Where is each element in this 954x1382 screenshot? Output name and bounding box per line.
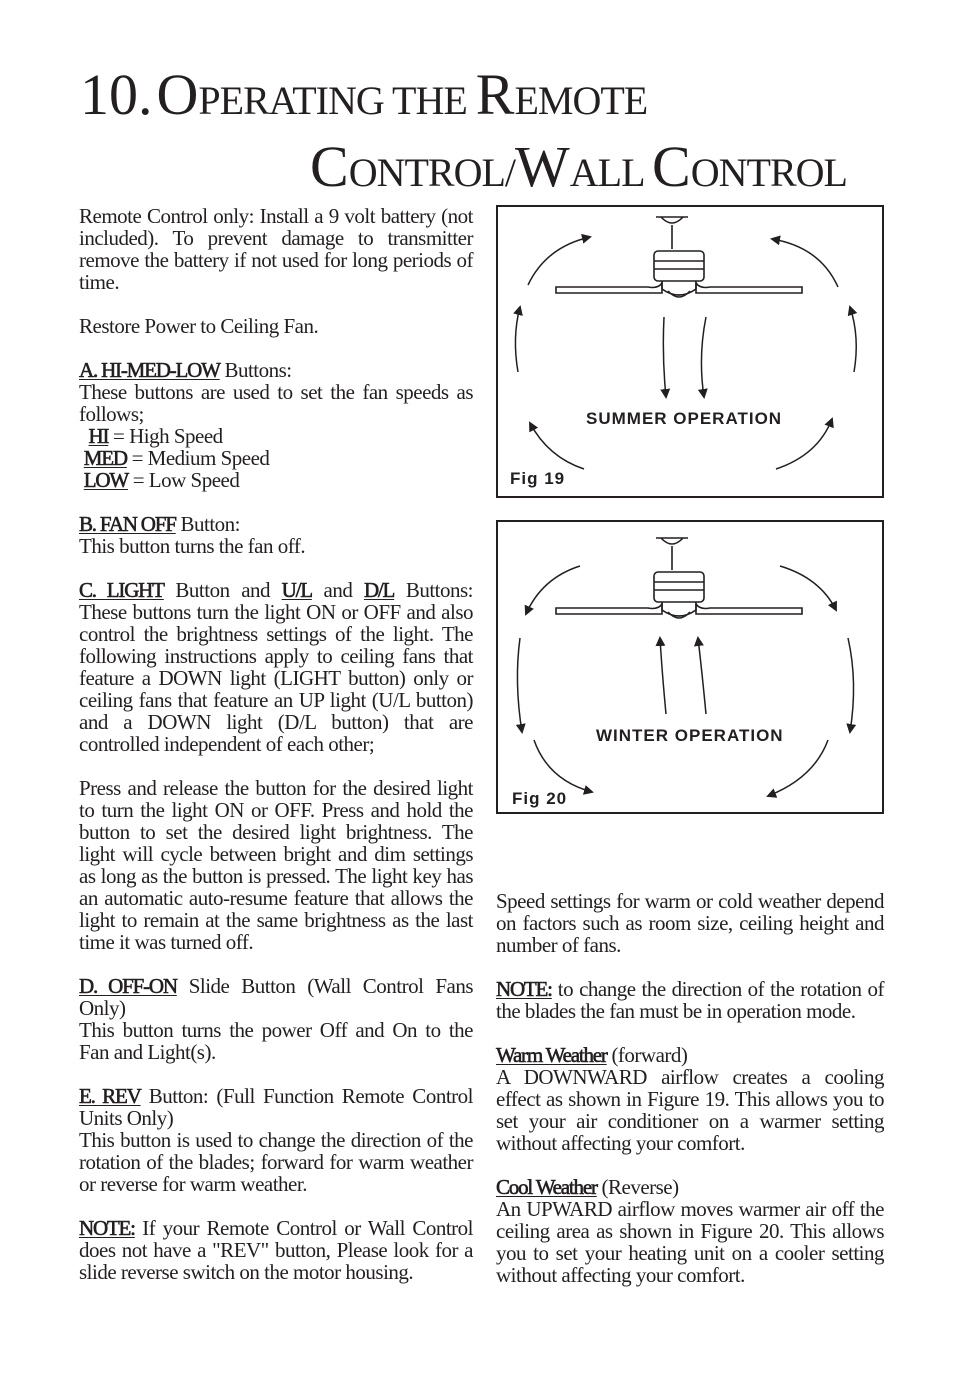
winter-caption: WINTER OPERATION bbox=[596, 726, 784, 745]
left-note: NOTE: If your Remote Control or Wall Control does not have a "REV" button, Please look for a slide reverse switch on the motor housing. bbox=[79, 1216, 473, 1284]
figure-19 bbox=[496, 205, 884, 498]
page-title-line1: 10. OPERATING THE REMOTE bbox=[80, 62, 648, 127]
left-note-heading: NOTE: bbox=[79, 1216, 135, 1240]
winter-fan-diagram bbox=[498, 522, 886, 816]
fig19-label: Fig 19 bbox=[510, 469, 566, 488]
airflow-arrows bbox=[515, 237, 856, 469]
ceiling-fan-icon bbox=[556, 538, 802, 618]
right-column bbox=[496, 890, 884, 1308]
battery-paragraph: Remote Control only: Install a 9 volt battery (not included). To prevent damage to transmitter remove the battery if not used for long periods of time. bbox=[79, 204, 473, 294]
airflow-arrows bbox=[517, 566, 853, 796]
section-e: E. REV Button: (Full Function Remote Control Units Only) This button is used to change the direction of the rotation of the blades; forward for warm weather or reverse for warm weather. bbox=[79, 1084, 473, 1196]
section-b-heading: B. FAN OFF bbox=[79, 512, 176, 536]
section-a-text: These buttons are used to set the fan speeds as follows; bbox=[79, 380, 473, 426]
speed-settings-paragraph: Speed settings for warm or cold weather depend on factors such as room size, ceiling height and number of fans. bbox=[496, 889, 884, 957]
section-c-heading: C. LIGHT bbox=[79, 578, 164, 602]
press-release-paragraph: Press and release the button for the desired light to turn the light ON or OFF. Press and hold the button to set the desired light brightness. The light will cycle between bright and dim settings as long as the button is pressed. The light key has an automatic auto-resume feature that allows the light to remain at the same brightness as the last time it was turned off. bbox=[79, 776, 473, 954]
section-a: A. HI-MED-LOW Buttons: These buttons are used to set the fan speeds as follows; HI = High Speed MED = Medium Speed LOW = Low Speed bbox=[79, 358, 473, 492]
warm-weather-section: Warm Weather (forward) A DOWNWARD airflow creates a cooling effect as shown in Figure 19. This allows you to set your air conditioner on a warmer setting without affecting your comfort. bbox=[496, 1043, 884, 1155]
speed-low: LOW bbox=[83, 468, 128, 492]
section-b: B. FAN OFF Button: This button turns the fan off. bbox=[79, 512, 306, 558]
warm-weather-heading: Warm Weather bbox=[496, 1043, 607, 1067]
cool-weather-section: Cool Weather (Reverse) An UPWARD airflow moves warmer air off the ceiling area as shown in Figure 20. This allows you to set your heating unit on a cooler setting without affecting your comfort. bbox=[496, 1175, 884, 1287]
right-note: NOTE: to change the direction of the rotation of the blades the fan must be in operation mode. bbox=[496, 977, 884, 1023]
cool-weather-heading: Cool Weather bbox=[496, 1175, 597, 1199]
restore-power-paragraph: Restore Power to Ceiling Fan. bbox=[79, 314, 319, 338]
speed-med: MED bbox=[83, 446, 127, 470]
page-title-line2: CONTROL/WALL CONTROL bbox=[310, 134, 847, 199]
section-d: D. OFF-ON Slide Button (Wall Control Fans Only) This button turns the power Off and On to the Fan and Light(s). bbox=[79, 974, 474, 1064]
ceiling-fan-icon bbox=[556, 217, 802, 297]
section-a-heading: A. HI-MED-LOW bbox=[79, 358, 220, 382]
section-d-heading: D. OFF-ON bbox=[79, 974, 177, 998]
section-c: C. LIGHT Button and U/L and D/L Buttons: These buttons turn the light ON or OFF and also control the brightness settings of the light. The following instructions apply to ceiling fans that feature a DOWN light (LIGHT button) only or ceiling fans that feature an UP light (U/L button) and a DOWN light (D/L button) that are controlled independent of each other; bbox=[79, 578, 473, 756]
section-e-heading: E. REV bbox=[79, 1084, 141, 1108]
right-note-heading: NOTE: bbox=[496, 977, 552, 1001]
figure-20 bbox=[496, 520, 884, 814]
left-column bbox=[79, 205, 473, 1305]
summer-caption: SUMMER OPERATION bbox=[586, 409, 783, 428]
fig20-label: Fig 20 bbox=[512, 789, 568, 808]
speed-hi: HI bbox=[88, 424, 109, 448]
summer-fan-diagram bbox=[498, 207, 886, 500]
